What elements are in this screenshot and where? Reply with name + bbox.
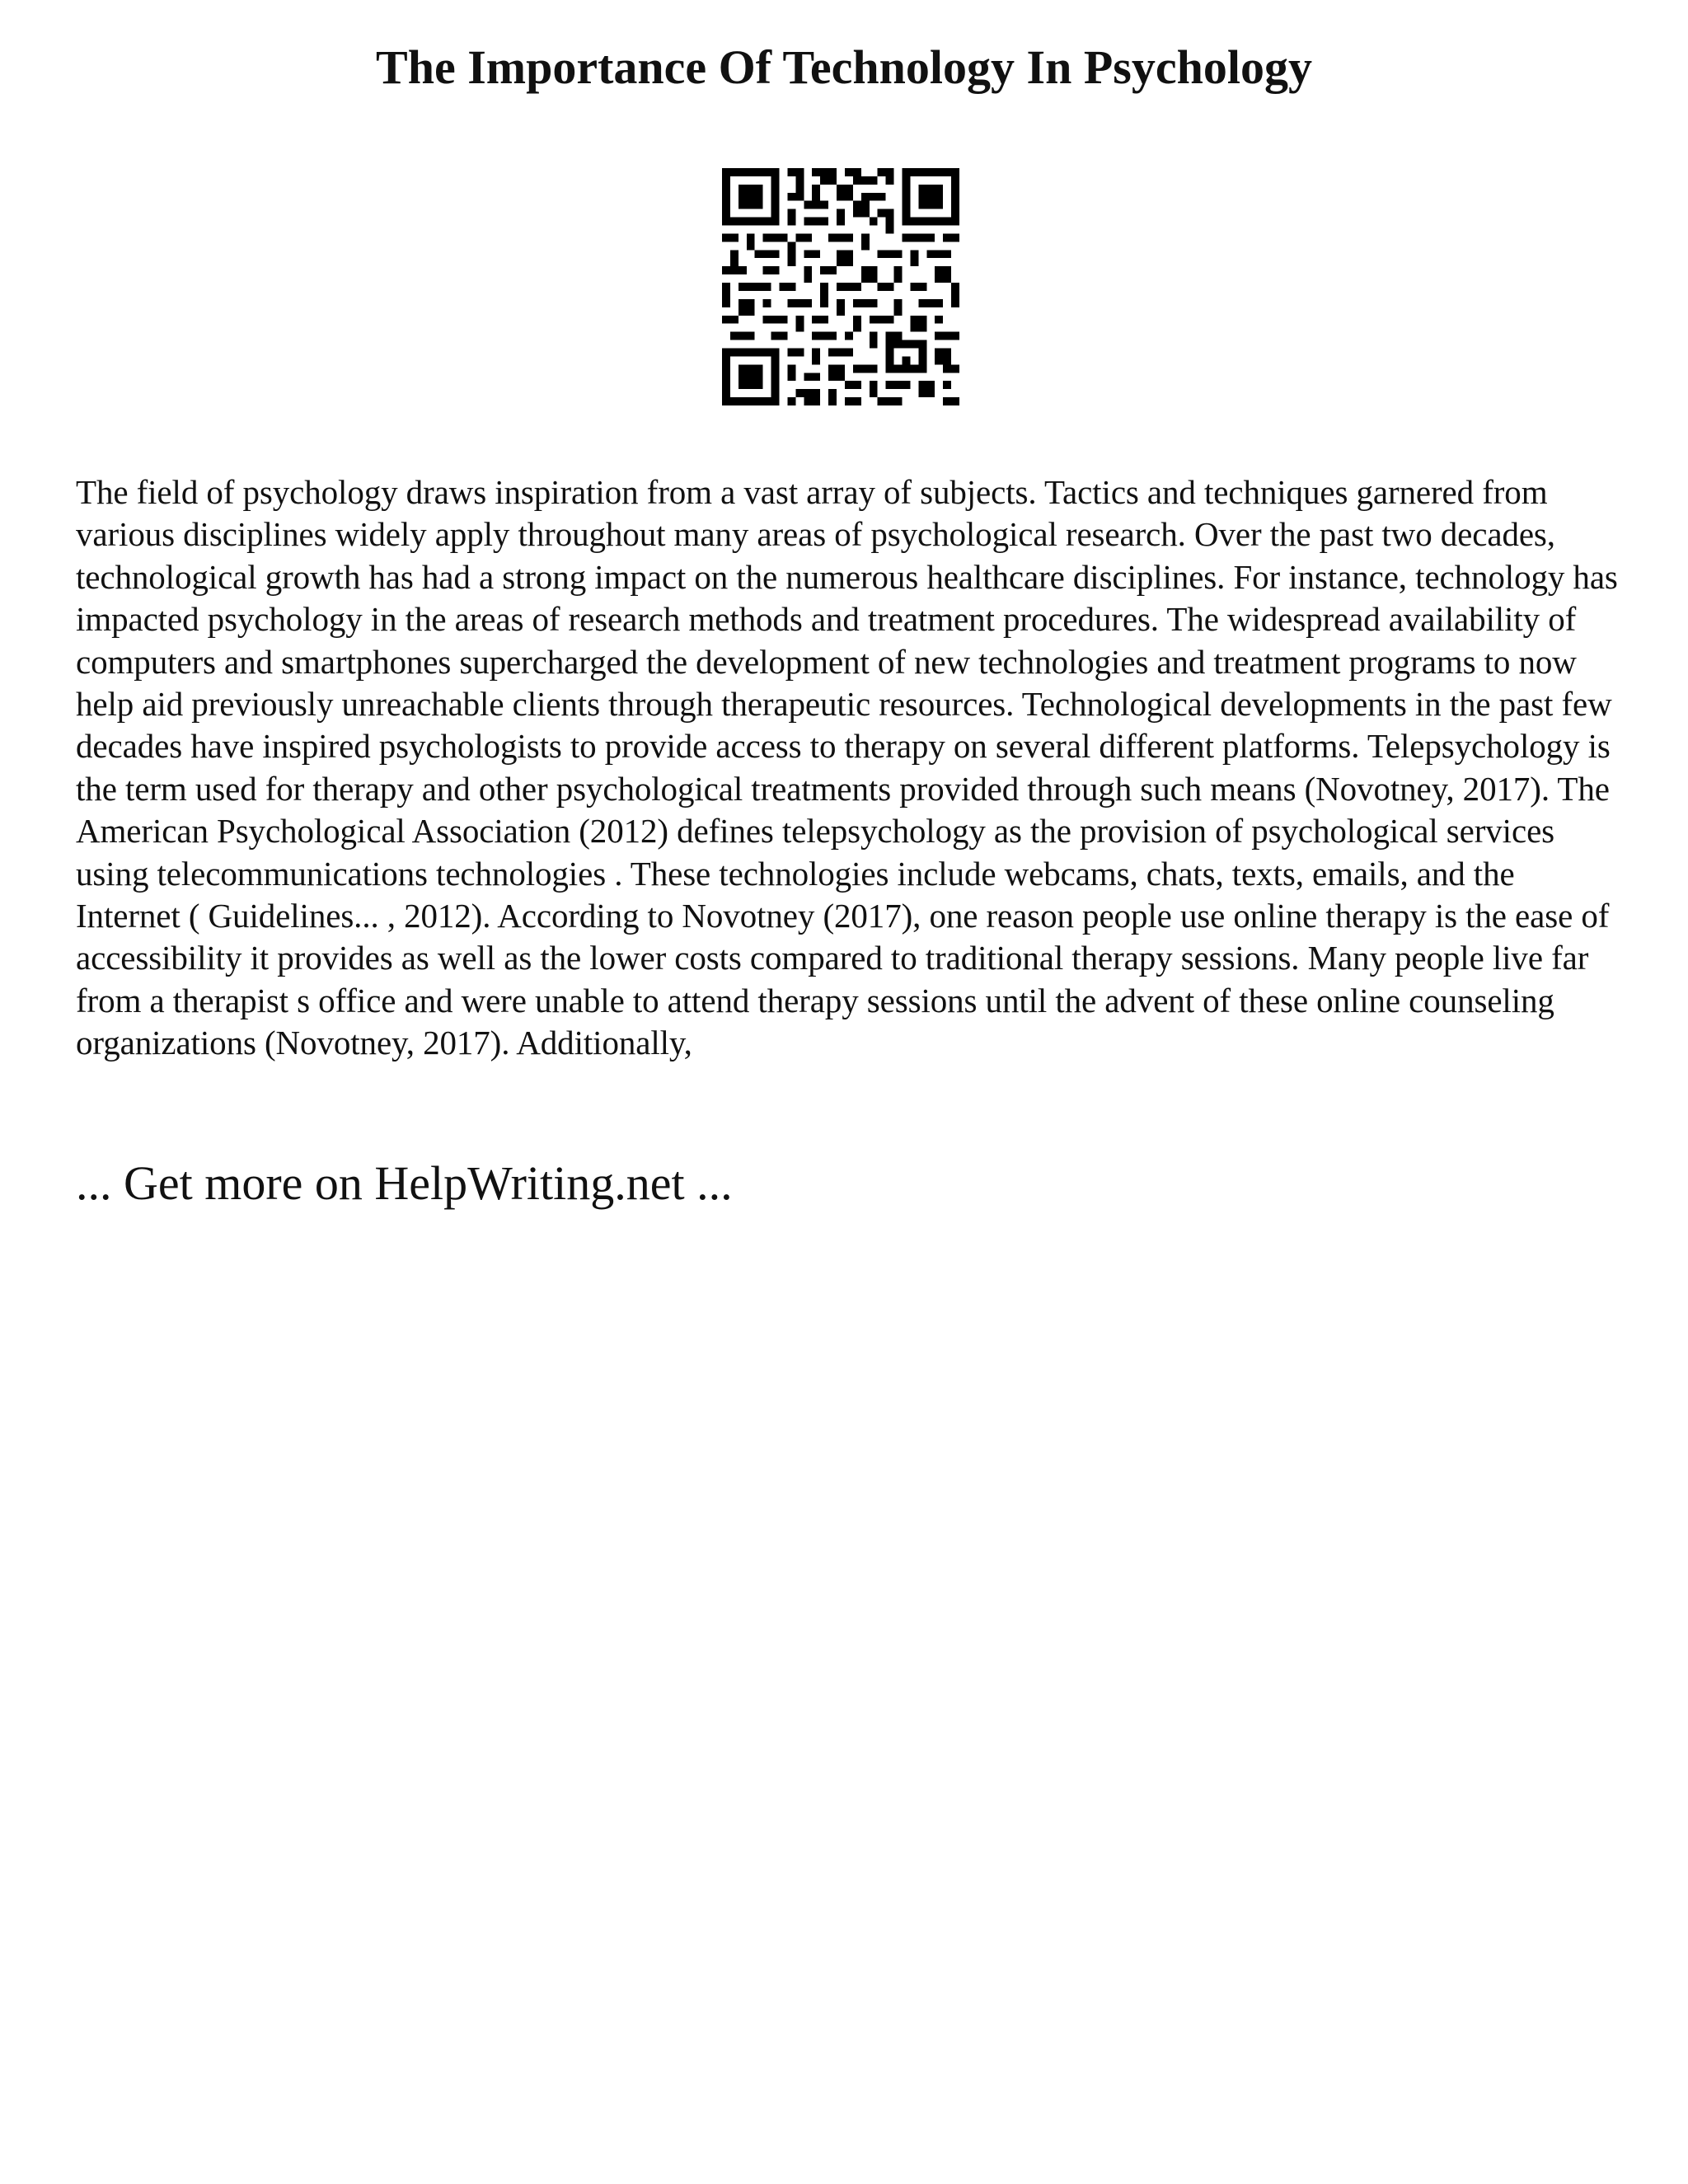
document-title: The Importance Of Technology In Psychology: [376, 40, 1312, 94]
body-paragraph: The field of psychology draws inspiration from a vast array of subjects. Tactics and techniques garnered from various disciplines widely apply throughout many areas of psychological research. Over the past two decades, technological growth has had a strong impact on the numerous healthcare disciplines. For instance, technology has impacted psychology in the areas of research methods and treatment procedures. The widespread availability of computers and smartphones supercharged the development of new technologies and treatment programs to now help aid previously unreachable clients through therapeutic resources. Technological developments in the past few decades have inspired psychologists to provide access to therapy on several different platforms. Telepsychology is the term used for therapy and other psychological treatments provided through such means (Novotney, 2017). The American Psychological Association (2012) defines telepsychology as the provision of psychological services using telecommunications technologies . These technologies include webcams, chats, texts, emails, and the Internet ( Guidelines... , 2012). According to Novotney (2017), one reason people use online therapy is the ease of accessibility it provides as well as the lower costs compared to traditional therapy sessions. Many people live far from a therapist s office and were unable to attend therapy sessions until the advent of these online counseling organizations (Novotney, 2017). Additionally,: [76, 473, 1618, 1062]
qr-code-icon: [722, 168, 959, 405]
get-more-link[interactable]: ... Get more on HelpWriting.net ...: [76, 1156, 733, 1210]
